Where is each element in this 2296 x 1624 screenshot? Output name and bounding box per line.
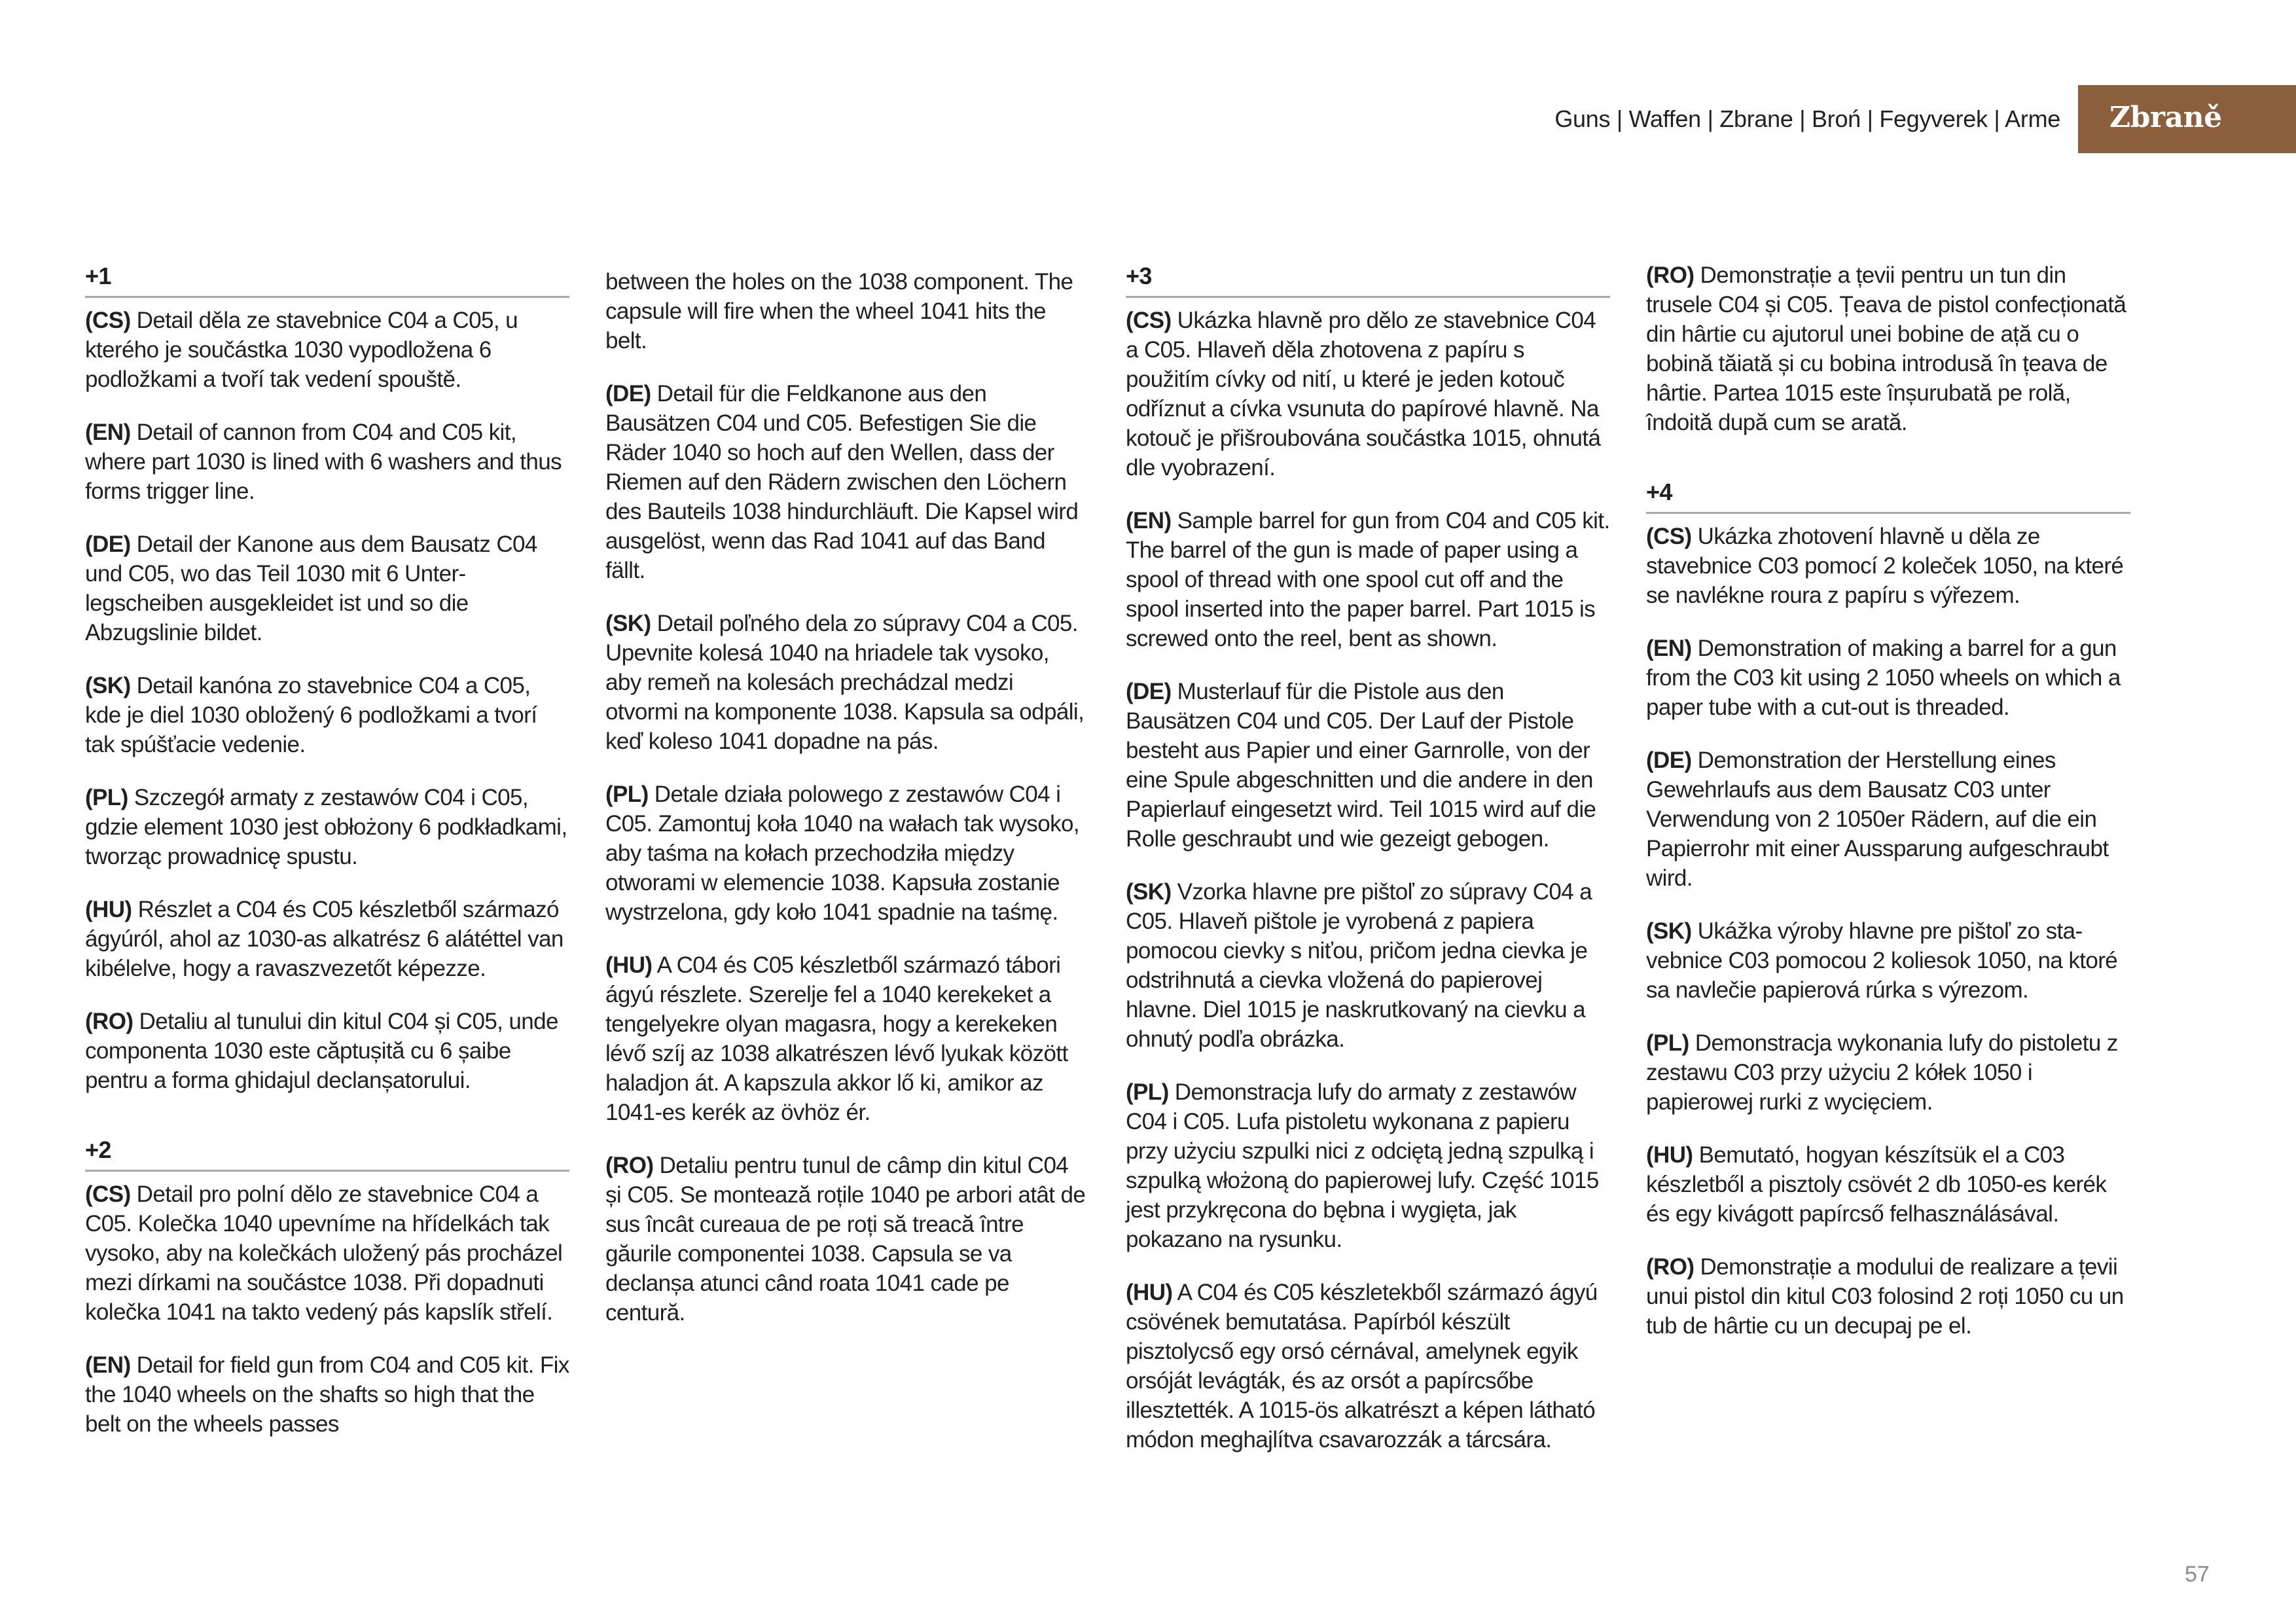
- language-code: (CS): [1646, 524, 1692, 549]
- paragraph-text: Detaliu al tunului din kitul C04 și C05, unde componenta 1030 este căptușită cu 6 șaibe pentru a forma ghidajul declanșatorului.: [85, 1009, 558, 1093]
- language-paragraph: [1126, 877, 1610, 1054]
- language-code: (HU): [85, 897, 132, 922]
- language-code: (CS): [1126, 308, 1172, 333]
- chapter-title: Zbraně: [2109, 101, 2222, 134]
- text-column-3: [1126, 261, 1610, 1494]
- paragraph-text: Musterlauf für die Pistole aus den Bausätzen C04 und C05. Der Lauf der Pistole besteht aus Papier und einer Garnrolle, von der eine Spule abgeschnitten und die andere in den Papierlauf eingesetzt wird. Teil 1015 wird auf die Rolle geschraubt und wie gezeigt gebogen.: [1126, 679, 1596, 852]
- paragraph-text: Demonstration of making a barrel for a gun from the C03 kit using 2 1050 wheels on which a paper tube with a cut-out is threaded.: [1646, 636, 2121, 720]
- text-column-4: [1646, 261, 2130, 1380]
- language-paragraph: [85, 671, 569, 759]
- paragraph-text: Detaliu pentru tunul de câmp din kitul C04 și C05. Se montează roțile 1040 pe arbori atât de sus încât cureaua de pe roți să treacă între găurile componentei 1038. Capsula se va declanșa atunci când roata 1041 cade pe centură.: [605, 1153, 1086, 1326]
- language-paragraph: [1126, 306, 1610, 482]
- language-code: (SK): [1126, 879, 1172, 905]
- language-paragraph: [85, 1180, 569, 1327]
- language-paragraph: [1646, 1252, 2130, 1341]
- language-paragraph: [85, 783, 569, 871]
- language-code: (PL): [605, 782, 649, 807]
- paragraph-text: Szczegół armaty z zestawów C04 i C05, gdzie element 1030 jest obłożony 6 podkładkami, tworząc prowadnicę spustu.: [85, 785, 567, 869]
- language-paragraph: [1126, 1077, 1610, 1254]
- language-paragraph: [1646, 746, 2130, 893]
- language-code: (HU): [1646, 1142, 1693, 1168]
- language-code: (CS): [85, 1182, 131, 1207]
- language-code: (EN): [85, 1352, 131, 1378]
- paragraph-text: Ukázka hlavně pro dělo ze stavebnice C04 a C05. Hlaveň děla zhotovena z papíru s použitím cívky od nití, u které je jeden kotouč odříznut a cívka vsunuta do papírové hlavně. Na kotouč je přišroubována součástka 1015, ohnutá dle vyobrazení.: [1126, 308, 1601, 480]
- language-paragraph: [85, 530, 569, 647]
- paragraph-text: Detail děla ze stavebnice C04 a C05, u kterého je součástka 1030 vypodložena 6 podložkami a tvoří tak vedení spouště.: [85, 308, 518, 392]
- language-paragraph: [85, 418, 569, 506]
- paragraph-text: Demonstracja wykonania lufy do pistoletu z zestawu C03 przy użyciu 2 kółek 1050 i papierowej rurki z wycięciem.: [1646, 1030, 2118, 1115]
- chapter-tab: [2078, 85, 2296, 153]
- section-heading: +2: [85, 1134, 569, 1172]
- instruction-section: [1646, 261, 2130, 437]
- language-code: (RO): [85, 1009, 134, 1034]
- language-paragraph: [1646, 1028, 2130, 1117]
- language-paragraph: [1646, 634, 2130, 722]
- paragraph-text: Detale działa polowego z zestawów C04 i C05. Zamontuj koła 1040 na wałach tak wysoko, aby taśma na kołach przechodziła między otworami w elemencie 1038. Kapsuła zostanie wystrzelona, gdy koło 1041 spadnie na taśmę.: [605, 782, 1079, 925]
- language-paragraph: [605, 1151, 1090, 1327]
- paragraph-text: between the holes on the 1038 component. The capsule will fire when the wheel 1041 hits the belt.: [605, 269, 1073, 353]
- language-code: (RO): [1646, 262, 1695, 288]
- language-code: (SK): [85, 673, 131, 698]
- paragraph-text: Részlet a C04 és C05 készletből származó ágyúról, ahol az 1030-as alkatrész 6 alátéttel van kibélelve, hogy a ravaszvezetőt képezze.: [85, 897, 564, 981]
- language-paragraph: [85, 306, 569, 394]
- language-code: (HU): [605, 952, 653, 978]
- paragraph-text: Detail pro polní dělo ze stavebnice C04 a C05. Kolečka 1040 upevníme na hřídelkách tak vysoko, aby na kolečkách uložený pás procházel mezi dírkami na součástce 1038. Při dopadnuti kolečka 1041 na takto vedený pás kapslík střelí.: [85, 1182, 563, 1325]
- language-code: (DE): [1646, 748, 1692, 773]
- language-paragraph: [605, 950, 1090, 1127]
- instruction-section: [605, 267, 1090, 1327]
- paragraph-text: Detail kanóna zo stavebnice C04 a C05, kde je diel 1030 obložený 6 podložkami a tvorí tak spúšťacie vedenie.: [85, 673, 537, 757]
- paragraph-text: A C04 és C05 készletből származó tábori ágyú részlete. Szerelje fel a 1040 kerekeket a tengelyekre olyan magasra, hogy a kerekeken lévő szíj az 1038 alkatrészen lévő lyukak között haladjon át. A kapszula akkor lő ki, amikor az 1041-es kerék az övhöz ér.: [605, 952, 1068, 1125]
- language-paragraph: [1646, 261, 2130, 437]
- language-paragraph: [605, 267, 1090, 355]
- paragraph-text: Detail poľného dela zo súpravy C04 a C05. Upevnite kolesá 1040 na hriadele tak vysoko, aby remeň na kolesách prechádzal medzi otvormi na komponente 1038. Kapsula sa odpáli, keď koleso 1041 dopadne na pás.: [605, 611, 1085, 754]
- paragraph-text: Detail of cannon from C04 and C05 kit, where part 1030 is lined with 6 washers and thus forms trigger line.: [85, 420, 562, 504]
- language-code: (SK): [605, 611, 651, 636]
- paragraph-text: Detail for field gun from C04 and C05 kit. Fix the 1040 wheels on the shafts so high that the belt on the wheels passes: [85, 1352, 569, 1437]
- language-paragraph: [605, 609, 1090, 756]
- language-paragraph: [85, 1350, 569, 1439]
- paragraph-text: Ukázka zhotovení hlavně u děla ze stavebnice C03 pomocí 2 koleček 1050, na které se navlékne roura z papíru s výřezem.: [1646, 524, 2124, 608]
- section-breadcrumb: Guns | Waffen | Zbrane | Broń | Fegyverek | Arme: [1554, 105, 2060, 132]
- language-paragraph: [1126, 1278, 1610, 1454]
- language-code: (SK): [1646, 918, 1692, 944]
- language-paragraph: [605, 379, 1090, 585]
- text-column-2: [605, 267, 1090, 1367]
- language-code: (CS): [85, 308, 131, 333]
- text-column-1: [85, 261, 569, 1478]
- language-code: (EN): [85, 420, 131, 445]
- paragraph-text: Demonstracja lufy do armaty z zestawów C04 i C05. Lufa pistoletu wykonana z papieru przy użyciu szpulki nici z odciętą jedną szpulką i szpulką włożoną do papierowej lufy. Część 1015 jest przykręcona do bębna i wygięta, jak pokazano na rysunku.: [1126, 1079, 1599, 1252]
- language-code: (EN): [1126, 508, 1172, 533]
- paragraph-text: Vzorka hlavne pre pištoľ zo súpravy C04 a C05. Hlaveň pištole je vyrobená z papiera pomocou cievky s niťou, pričom jedna cievka je odstrihnutá a cievka vložená do papierovej hlavne. Diel 1015 je naskrutkovaný na cievku a ohnutý podľa obrázka.: [1126, 879, 1592, 1052]
- language-code: (PL): [1126, 1079, 1169, 1105]
- paragraph-text: Detail für die Feldkanone aus den Bausätzen C04 und C05. Befestigen Sie die Räder 1040 so hoch auf den Wellen, dass der Riemen auf den Rädern zwischen den Löchern des Bauteils 1038 hindurchläuft. Die Kapsel wird ausgelöst, wenn das Rad 1041 auf das Band fällt.: [605, 381, 1079, 583]
- language-paragraph: [1126, 506, 1610, 653]
- instruction-section: [1646, 477, 2130, 1341]
- language-paragraph: [1646, 916, 2130, 1005]
- language-code: (RO): [605, 1153, 654, 1178]
- language-code: (PL): [85, 785, 128, 810]
- section-heading: +3: [1126, 261, 1610, 298]
- language-paragraph: [85, 895, 569, 983]
- language-code: (DE): [85, 532, 131, 557]
- instruction-section: [85, 261, 569, 1095]
- language-code: (HU): [1126, 1280, 1173, 1305]
- paragraph-text: Sample barrel for gun from C04 and C05 kit. The barrel of the gun is made of paper using a spool of thread with one spool cut off and the spool inserted into the paper barrel. Part 1015 is screwed onto the reel, bent as shown.: [1126, 508, 1610, 651]
- paragraph-text: Bemutató, hogyan készítsük el a C03 készletből a pisztoly csövét 2 db 1050-es kerék és egy kivágott papírcső felhasználásával.: [1646, 1142, 2107, 1227]
- language-paragraph: [605, 780, 1090, 927]
- language-paragraph: [1646, 522, 2130, 610]
- section-heading: +4: [1646, 477, 2130, 514]
- paragraph-text: Ukážka výroby hlavne pre pištoľ zo stavebnice C03 pomocou 2 koliesok 1050, na ktoré sa navlečie papierová rúrka s výrezom.: [1646, 918, 2118, 1003]
- language-paragraph: [1126, 677, 1610, 854]
- language-paragraph: [1646, 1140, 2130, 1229]
- paragraph-text: Detail der Kanone aus dem Bausatz C04 und C05, wo das Teil 1030 mit 6 Unterlegscheiben ausgekleidet ist und so die Abzugslinie bildet.: [85, 532, 537, 645]
- language-code: (PL): [1646, 1030, 1689, 1056]
- language-code: (EN): [1646, 636, 1692, 661]
- language-code: (DE): [605, 381, 651, 406]
- page-number: 57: [2185, 1562, 2210, 1587]
- paragraph-text: Demonstrație a modului de realizare a țevii unui pistol din kitul C03 folosind 2 roți 1050 cu un tub de hârtie cu un decupaj pe el.: [1646, 1254, 2124, 1339]
- language-code: (RO): [1646, 1254, 1695, 1280]
- instruction-section: [1126, 261, 1610, 1454]
- paragraph-text: A C04 és C05 készletekből származó ágyú csövének bemutatása. Papírból készült pisztolycső egy orsó cérnával, amelynek egyik orsóját levágták, és az orsót a papírcsőbe illesztették. A 1015-ös alkatrészt a képen látható módon meghajlítva csavarozzák a tárcsára.: [1126, 1280, 1598, 1453]
- language-paragraph: [85, 1007, 569, 1095]
- instruction-section: [85, 1134, 569, 1439]
- paragraph-text: Demonstration der Herstellung eines Gewehrlaufs aus dem Bausatz C03 unter Verwendung von 2 1050er Rädern, auf die ein Papierrohr mit einer Aussparung aufgeschraubt wird.: [1646, 748, 2109, 891]
- language-code: (DE): [1126, 679, 1172, 704]
- paragraph-text: Demonstrație a țevii pentru un tun din trusele C04 și C05. Țeava de pistol confecționată din hârtie cu ajutorul unei bobine de ață cu o bobină tăiată și cu bobina introdusă în țeava de hârtie. Partea 1015 este înșurubată pe rolă, îndoită după cum se arată.: [1646, 262, 2126, 435]
- section-heading: +1: [85, 261, 569, 298]
